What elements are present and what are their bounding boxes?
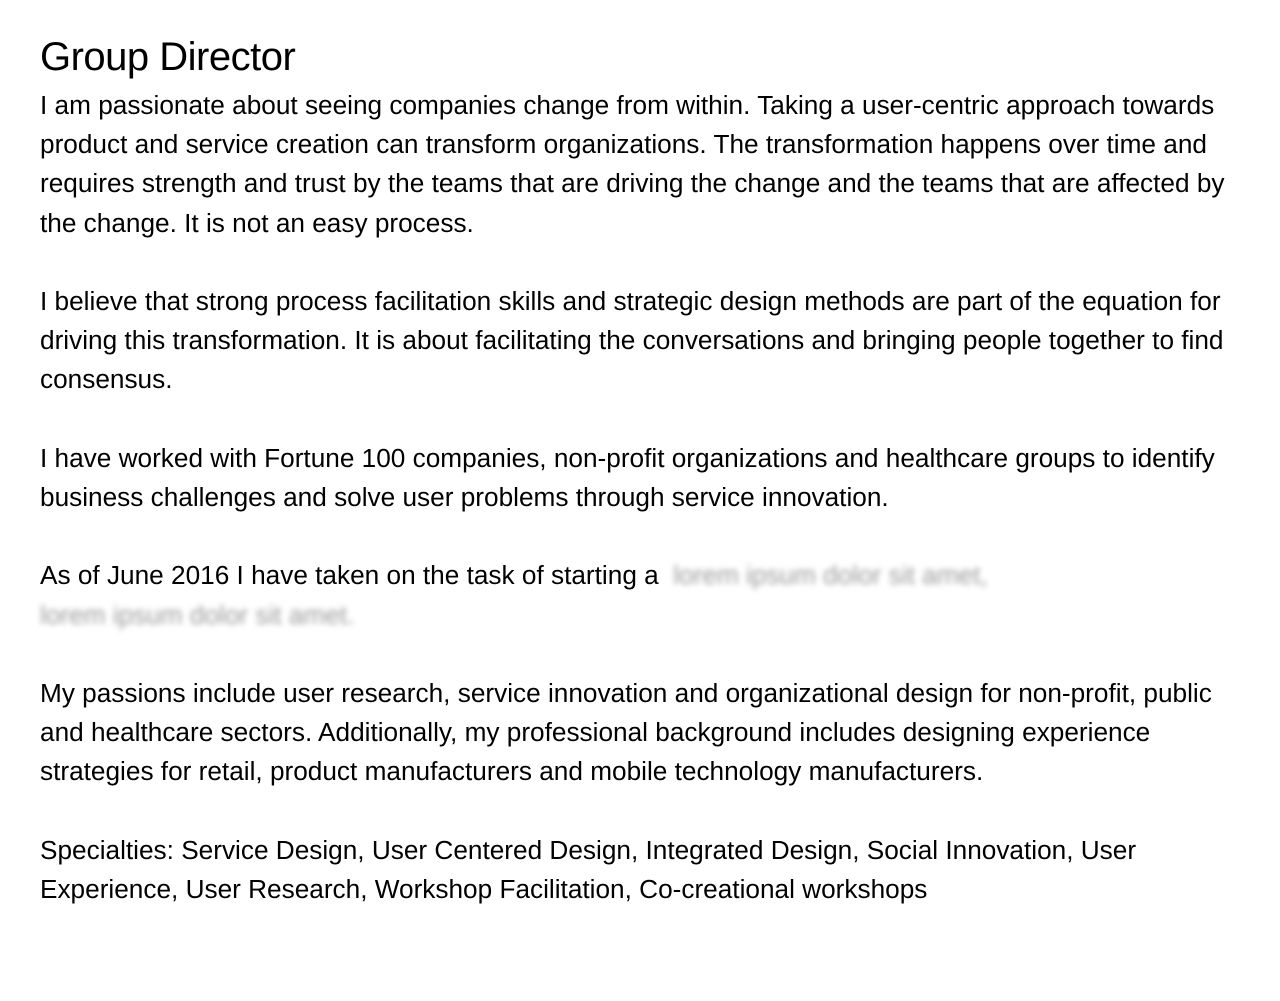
page-title: Group Director — [40, 35, 296, 79]
profile-summary — [40, 34, 1250, 909]
paragraph-experience: I have worked with Fortune 100 companies, non-profit organizations and healthcare groups to identify business challenges and solve user problems through service innovation. — [40, 442, 1215, 512]
paragraph-current-role — [40, 556, 1250, 634]
paragraph-specialties: Specialties: Service Design, User Centered Design, Integrated Design, Social Innovation, User Experience, User Research, Workshop Facilitation, Co-creational workshops — [40, 834, 1137, 904]
current-role-intro: As of June 2016 I have taken on the task of starting a — [40, 560, 659, 591]
redacted-text-line-1: lorem ipsum dolor sit amet, — [673, 560, 988, 591]
paragraph-transformation: I am passionate about seeing companies change from within. Taking a user-centric approach towards product and service creation can transform organizations. The transformation happens over time and requires strength and trust by the teams that are driving the change and the teams that are affected by the change. It is not an easy process. — [40, 90, 1225, 238]
paragraph-facilitation: I believe that strong process facilitation skills and strategic design methods are part of the equation for driving this transformation. It is about facilitating the conversations and bringing people together to find consensus. — [40, 286, 1224, 395]
redacted-text-line-2: lorem ipsum dolor sit amet. — [40, 599, 355, 630]
paragraph-passions: My passions include user research, service innovation and organizational design for non-profit, public and healthcare sectors. Additionally, my professional background includes designing experience strategies for retail, product manufacturers and mobile technology manufacturers. — [40, 677, 1212, 787]
